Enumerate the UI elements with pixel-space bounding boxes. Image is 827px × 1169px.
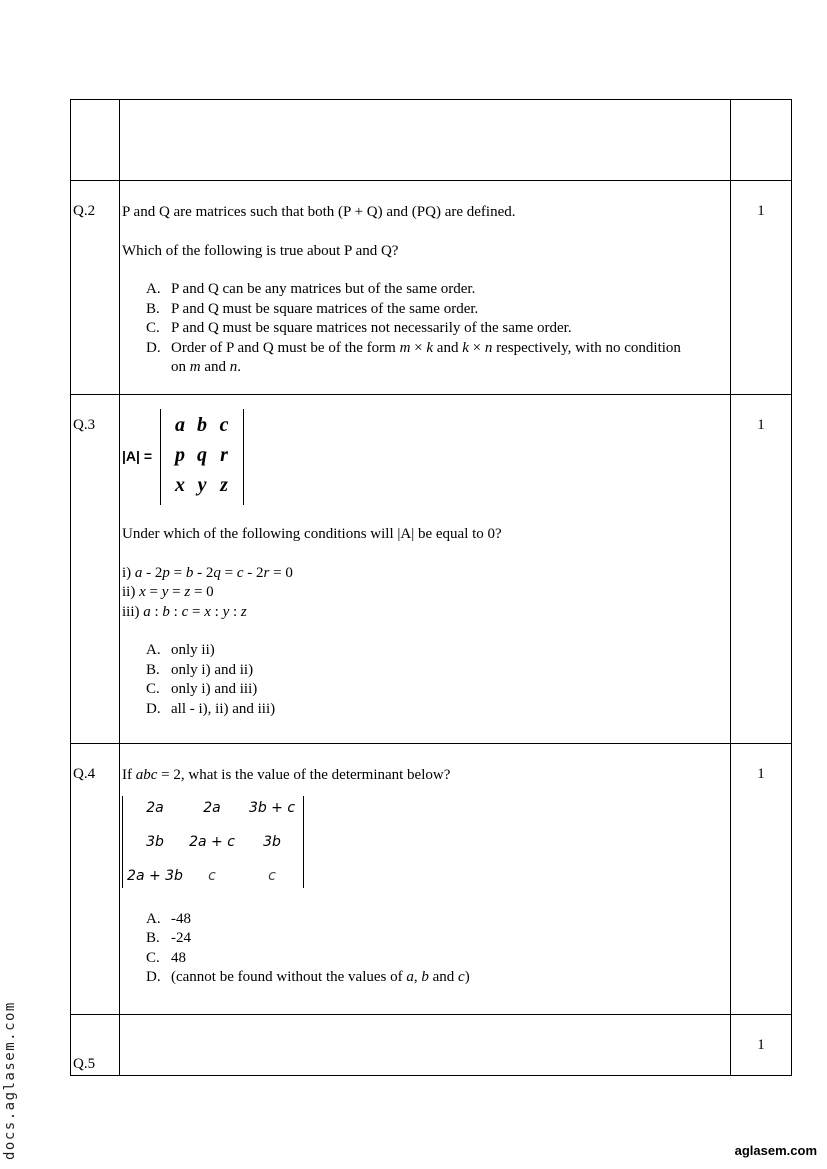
matrix-entry: y (197, 474, 207, 497)
option-text: (cannot be found without the values of a, b and c) (171, 969, 470, 985)
option-letter: B. (146, 300, 160, 317)
matrix-entry: 2a + c (189, 833, 235, 850)
option-letter: C. (146, 681, 160, 697)
question-body-cell (120, 744, 731, 1014)
option-letter: A. (146, 281, 161, 297)
question-number: Q.3 (73, 417, 96, 433)
option-letter: C. (146, 320, 160, 336)
question-body-cell (120, 100, 731, 180)
option-letter: D. (146, 969, 161, 985)
matrix-entry: 2a (146, 799, 164, 816)
determinant-grid (123, 796, 303, 898)
option-text: -48 (171, 910, 191, 927)
option-d (122, 339, 730, 378)
question-number: Q.2 (73, 203, 96, 219)
option-text: only ii) (171, 642, 215, 658)
question-number-cell (71, 100, 120, 180)
question-number: Q.4 (73, 766, 96, 782)
question-body-cell (120, 1015, 731, 1075)
marks-cell (731, 395, 791, 743)
condition-item: i) a - 2p = b - 2q = c - 2r = 0 (122, 564, 293, 581)
option-d (122, 700, 730, 720)
option-c (122, 949, 730, 969)
option-a (122, 641, 730, 661)
table-row (71, 1014, 791, 1075)
question-text: P and Q are matrices such that both (P + Q) and (PQ) are defined. (122, 204, 516, 220)
matrix-entry: 3b + c (248, 799, 296, 816)
marks-cell (731, 100, 791, 180)
marks-value: 1 (757, 417, 765, 433)
option-text: 48 (171, 949, 186, 966)
matrix-entry: c (208, 867, 216, 884)
question-body-cell (120, 395, 731, 743)
question-number-cell (71, 1015, 120, 1075)
option-text: P and Q must be square matrices not necessarily of the same order. (171, 320, 572, 336)
marks-cell (731, 744, 791, 1014)
options-list (122, 910, 730, 988)
marks-value: 1 (757, 1037, 765, 1053)
option-c (122, 680, 730, 700)
matrix-entry: a (175, 414, 186, 437)
option-b (122, 661, 730, 681)
question-table (70, 99, 792, 1076)
question-number-cell (71, 744, 120, 1014)
conditions-list (122, 564, 730, 623)
table-row (71, 394, 791, 743)
option-d (122, 968, 730, 988)
watermark-text: docs.aglasem.com (2, 1001, 18, 1160)
option-letter: B. (146, 661, 160, 678)
table-row (71, 743, 791, 1014)
determinant-b (122, 796, 304, 888)
options-list (122, 280, 730, 378)
question-number: Q.5 (73, 1056, 96, 1072)
brand-logo-text: aglasem.com (734, 1143, 817, 1158)
matrix-entry: q (197, 444, 208, 467)
option-c (122, 319, 730, 339)
determinant-a (122, 409, 730, 505)
option-text: only i) and ii) (171, 661, 254, 678)
marks-value: 1 (757, 203, 765, 219)
matrix-entry: b (197, 414, 208, 437)
question-prompt: Which of the following is true about P and Q? (122, 242, 399, 259)
question-number-cell (71, 181, 120, 394)
marks-cell (731, 1015, 791, 1075)
option-a (122, 910, 730, 930)
option-text: P and Q must be square matrices of the same order. (171, 300, 479, 317)
option-text: only i) and iii) (171, 681, 258, 697)
matrix-entry: 2a + 3b (127, 867, 183, 884)
question-body-cell (120, 181, 731, 394)
determinant-label: |A| = (122, 448, 153, 465)
matrix-entry: p (175, 444, 186, 467)
matrix-entry: x (175, 474, 186, 497)
question-text: If abc = 2, what is the value of the determinant below? (122, 767, 451, 783)
table-row (71, 100, 791, 180)
question-number-cell (71, 395, 120, 743)
determinant-bars (160, 409, 244, 505)
option-b (122, 929, 730, 949)
option-letter: C. (146, 949, 160, 966)
table-row (71, 180, 791, 394)
option-letter: D. (146, 339, 161, 356)
option-text: -24 (171, 930, 191, 946)
condition-item: ii) x = y = z = 0 (122, 584, 214, 600)
matrix-entry: 2a (203, 799, 221, 816)
option-b (122, 300, 730, 320)
matrix-entry: c (219, 414, 229, 437)
matrix-entry: 3b (263, 833, 281, 850)
option-text: P and Q can be any matrices but of the same order. (171, 281, 476, 297)
option-text: Order of P and Q must be of the form m × k and k × n respectively, with no condition on m and n. (171, 339, 681, 375)
option-a (122, 280, 730, 300)
determinant-grid (169, 411, 235, 501)
condition-item: iii) a : b : c = x : y : z (122, 603, 247, 620)
question-prompt: Under which of the following conditions will |A| be equal to 0? (122, 526, 502, 542)
matrix-entry: z (220, 474, 228, 497)
option-text: all - i), ii) and iii) (171, 700, 276, 717)
option-letter: D. (146, 700, 161, 717)
options-list (122, 641, 730, 719)
matrix-entry: r (220, 444, 228, 467)
marks-value: 1 (757, 766, 765, 782)
matrix-entry: 3b (146, 833, 164, 850)
option-letter: B. (146, 930, 160, 946)
marks-cell (731, 181, 791, 394)
option-letter: A. (146, 642, 161, 658)
matrix-entry: c (268, 867, 276, 884)
option-letter: A. (146, 910, 161, 927)
